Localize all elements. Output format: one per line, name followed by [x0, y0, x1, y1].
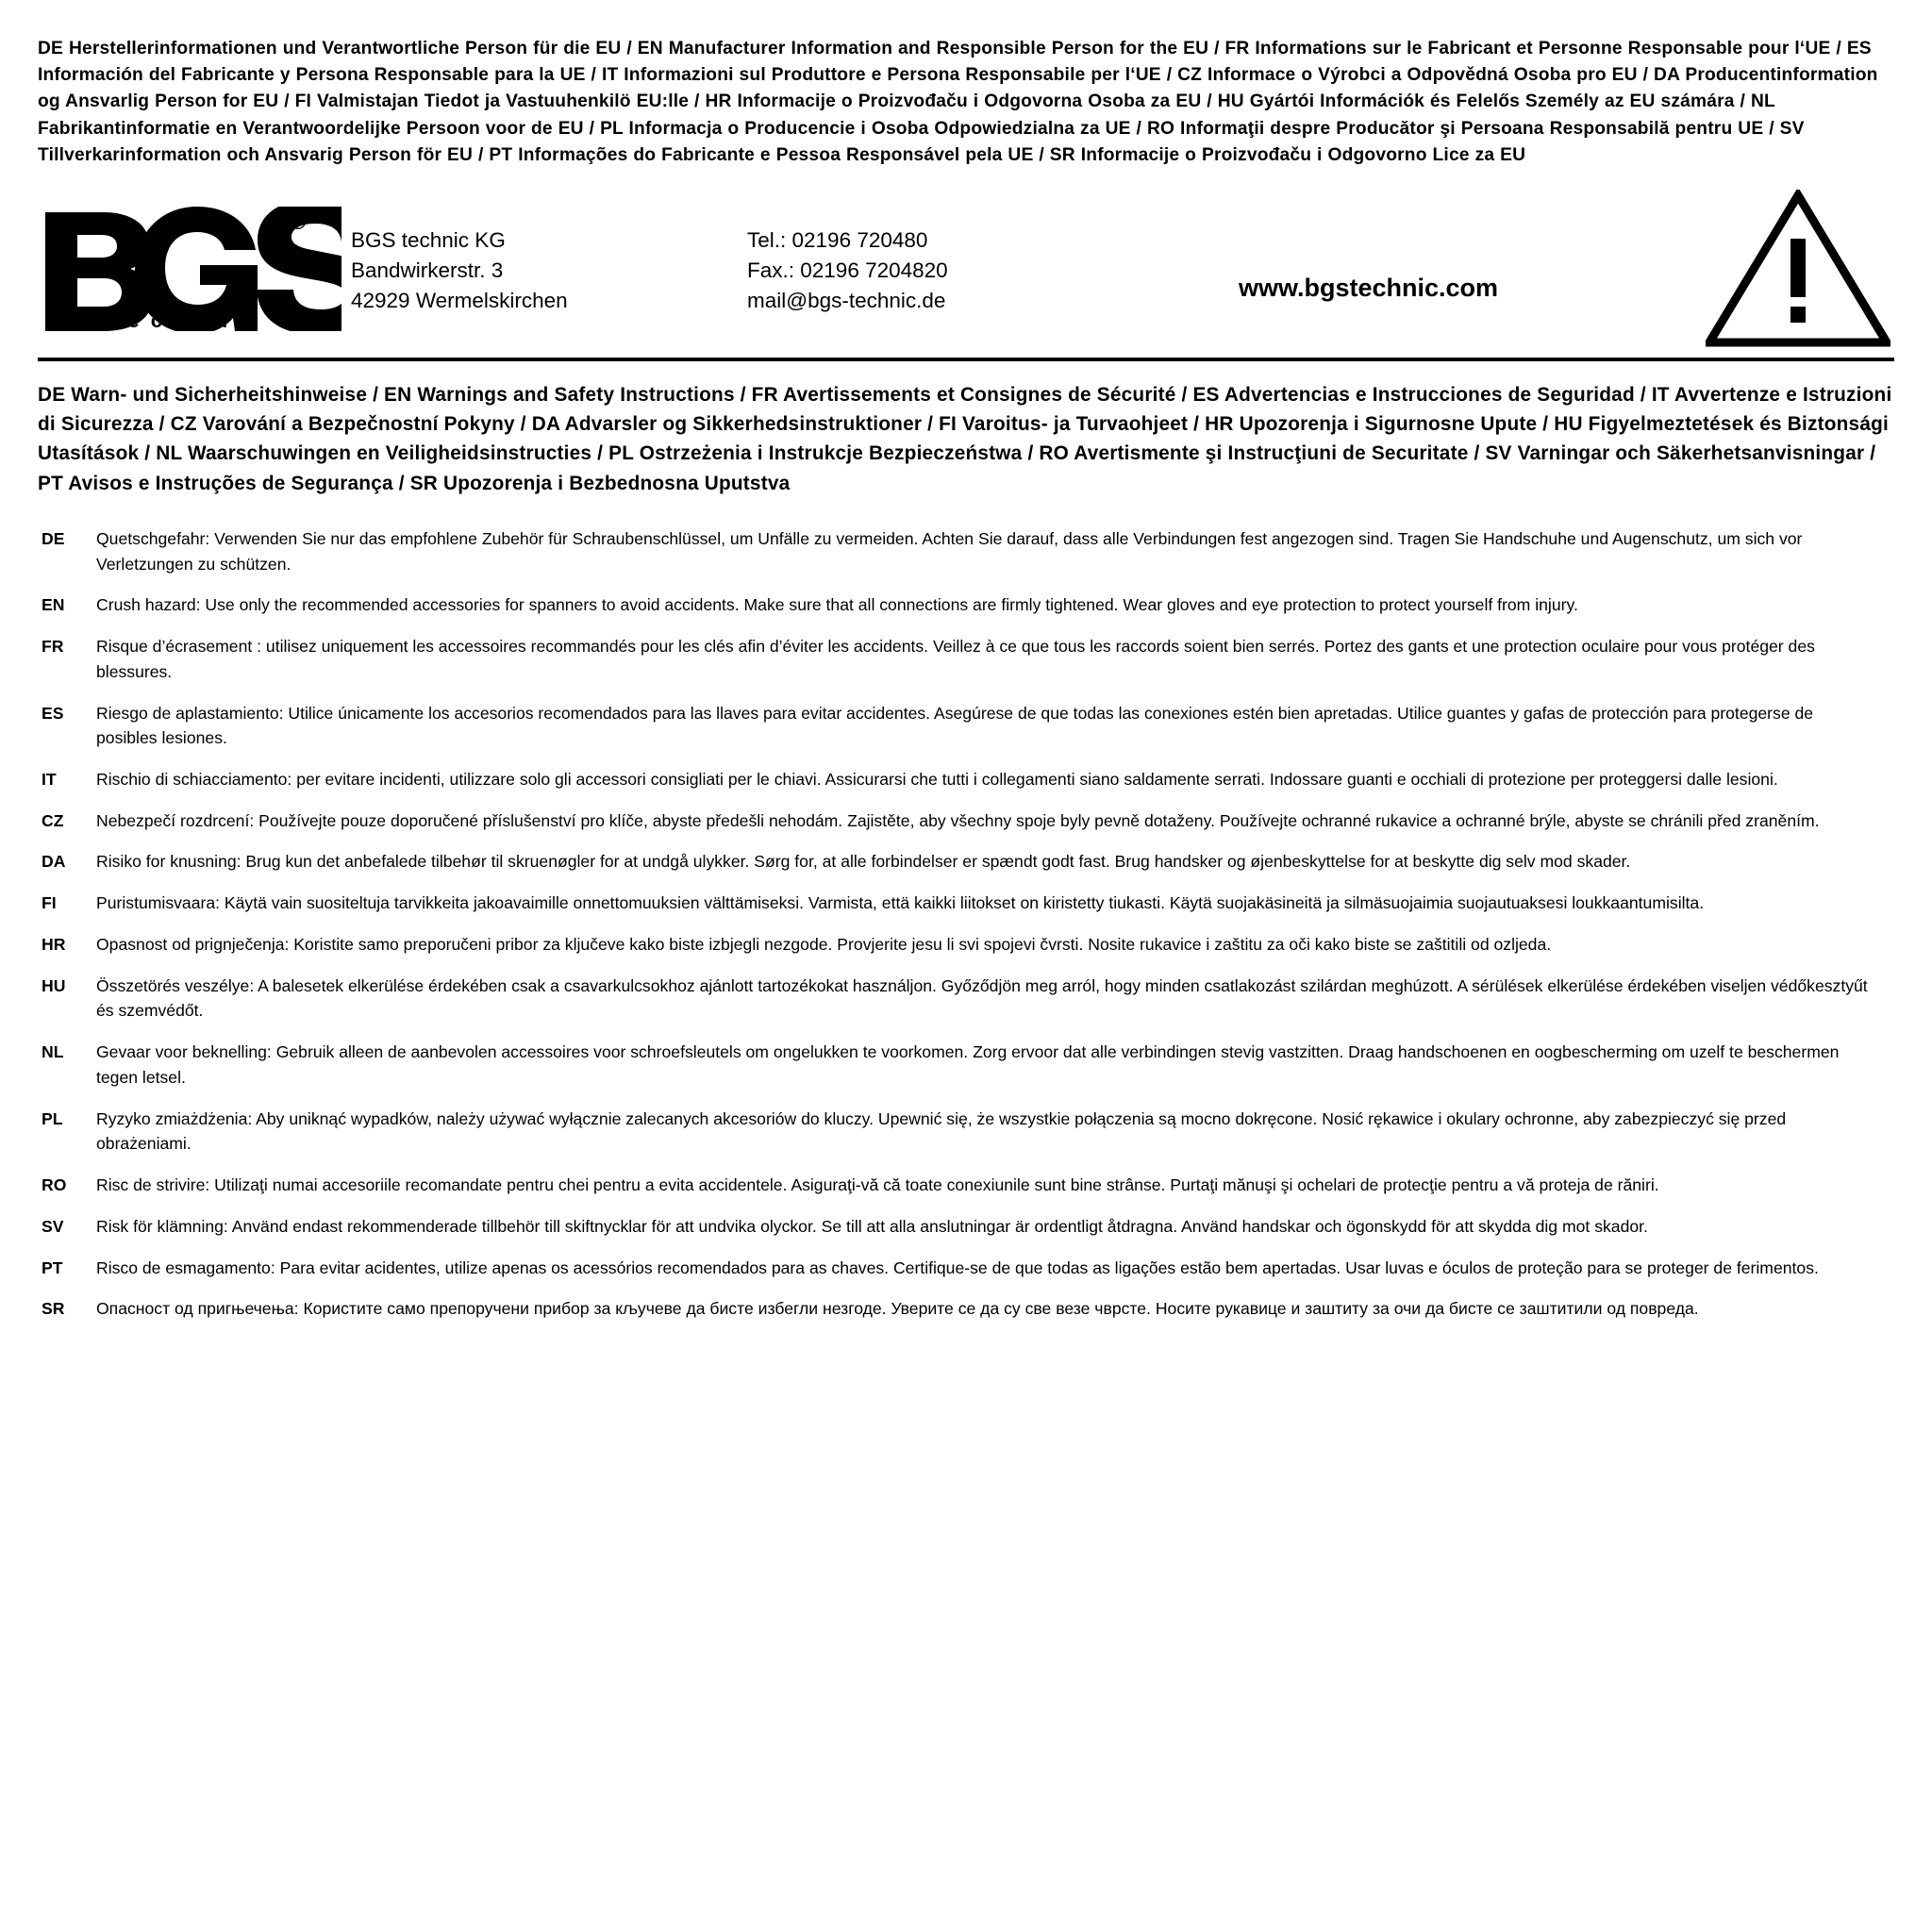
warnings-list	[38, 526, 1894, 1322]
language-code: DE	[42, 528, 65, 548]
language-code: RO	[42, 1175, 67, 1195]
list-item	[38, 1107, 1894, 1157]
company-website[interactable]: www.bgstechnic.com	[1238, 273, 1499, 302]
warning-text: Rischio di schiacciamento: per evitare incidenti, utilizzare solo gli accessori consigliati per le chiavi. Assicurarsi che tutti i collegamenti siano saldamente serrati. Indossare guanti e occhiali di protezione per proteggersi dalle lesioni.	[96, 769, 1778, 789]
warning-text: Opasnost od prignječenja: Koristite samo preporučeni pribor za ključeve kako biste izbjegli nezgode. Provjerite jesu li svi spojevi čvrsti. Nosite rukavice i zaštitu za oči kako biste se zaštitili od ozljeda.	[96, 934, 1552, 954]
bgs-logo-svg	[40, 207, 341, 331]
warning-text: Riesgo de aplastamiento: Utilice únicamente los accesorios recomendados para las llaves para evitar accidentes. Asegúrese de que todas las conexiones estén bien apretadas. Utilice guantes y gafas de protección para protegerse de posibles lesiones.	[96, 703, 1814, 748]
language-code: DA	[42, 852, 66, 872]
language-code: IT	[42, 769, 57, 789]
warning-text: Quetschgefahr: Verwenden Sie nur das empfohlene Zubehör für Schraubenschlüssel, um Unfälle zu vermeiden. Achten Sie darauf, dass alle Verbindungen fest angezogen sind. Tragen Sie Handschuhe und Augenschutz, um sich vor Verletzungen zu schützen.	[96, 528, 1803, 574]
list-item	[38, 974, 1894, 1024]
list-item	[38, 1040, 1894, 1090]
warnings-safety-heading: DE Warn- und Sicherheitshinweise / EN Warnings and Safety Instructions / FR Avertissements et Consignes de Sécurité / ES Advertencias e Instrucciones de Seguridad / IT Avvertenze e Istruzioni di Sicurezza / CZ Varování a Bezpečnostní Pokyny / DA Advarsler og Sikkerhedsinstruktioner / FI Varoitus- ja Turvaohjeet / HR Upozorenja i Sigurnosne Upute / HU Figyelmeztetések és Biztonsági Utasítások / NL Waarschuwingen en Veiligheidsinstructies / PL Ostrzeżenia i Instrukcje Bezpieczeństwa / RO Avertismente şi Instrucţiuni de Securitate / SV Varningar och Säkerhetsanvisningar / PT Avisos e Instruções de Segurança / SR Upozorenja i Bezbednosna Uputstva	[38, 384, 1892, 494]
language-code: NL	[42, 1042, 64, 1062]
warning-text: Risque d’écrasement : utilisez uniquement les accessoires recommandés pour les clés afin d’éviter les accidents. Veillez à ce que tous les raccords soient bien serrés. Portez des gants et une protection oculaire pour vous protéger des blessures.	[96, 637, 1815, 681]
list-item	[38, 526, 1894, 576]
list-item	[38, 1256, 1894, 1281]
company-information-row	[38, 190, 1894, 356]
language-code: PL	[42, 1108, 63, 1128]
language-code: FI	[42, 893, 57, 913]
warning-text: Puristumisvaara: Käytä vain suositeltuja tarvikkeita jakoavaimille onnettomuuksien välttämiseksi. Varmista, että kaikki liitokset on kiristetty tiukasti. Käytä suojakäsineitä ja silmäsuojaimia suojautuaksesi loukkaantumisilta.	[96, 893, 1705, 913]
list-item	[38, 849, 1894, 874]
company-contact	[747, 222, 1058, 316]
list-item	[38, 808, 1894, 834]
warning-text: Összetörés veszélye: A balesetek elkerülése érdekében csak a csavarkulcsokhoz ajánlott tartozékokat használjon. Győződjön meg arról, hogy minden csatlakozást szilárdan meghúzott. A sérülések elkerülése érdekében viseljen védőkesztyűt és szemvédőt.	[96, 975, 1868, 1021]
logo-registered-mark: ®	[290, 209, 307, 236]
company-city: 42929 Wermelskirchen	[351, 289, 568, 313]
header-divider	[38, 358, 1894, 361]
language-code: CZ	[42, 810, 64, 830]
language-code: HR	[42, 934, 66, 954]
warning-triangle-icon	[1706, 190, 1890, 348]
language-code: HU	[42, 975, 66, 995]
company-address	[351, 222, 747, 316]
list-item	[38, 701, 1894, 751]
company-name: BGS technic KG	[351, 228, 506, 253]
list-item	[38, 1214, 1894, 1240]
bgs-logo	[38, 207, 351, 331]
company-telephone: Tel.: 02196 720480	[747, 228, 928, 253]
list-item	[38, 1296, 1894, 1322]
manufacturer-information-heading: DE Herstellerinformationen und Verantwortliche Person für die EU / EN Manufacturer Information and Responsible Person for the EU / FR Informations sur le Fabricant et Personne Responsable pour l‘UE / ES Información del Fabricante y Persona Responsable para la UE / IT Informazioni sul Produttore e Persona Responsabile per l‘UE / CZ Informace o Výrobci a Odpovědná Osoba pro EU / DA Producentinformation og Ansvarlig Person for EU / FI Valmistajan Tiedot ja Vastuuhenkilö EU:lle / HR Informacije o Proizvođaču i Odgovorna Osoba za EU / HU Gyártói Információk és Felelős Személy az EU számára / NL Fabrikantinformatie en Verantwoordelijke Persoon voor de EU / PL Informacja o Producencie i Osoba Odpowiedzialna za UE / RO Informaţii despre Producător şi Persoana Responsabilă pentru UE / SV Tillverkarinformation och Ansvarig Person för EU / PT Informações do Fabricante e Pessoa Responsável pela UE / SR Informacije o Proizvođaču i Odgovorno Lice za EU	[38, 39, 1878, 165]
warning-text: Nebezpečí rozdrcení: Používejte pouze doporučené příslušenství pro klíče, abyste předešli nehodám. Zajistěte, aby všechny spoje byly pevně dotaženy. Používejte ochranné rukavice a ochranné brýle, abyste se chránili před zraněním.	[96, 810, 1820, 830]
warning-triangle-icon-container	[1688, 190, 1894, 348]
warning-text: Risco de esmagamento: Para evitar acidentes, utilize apenas os acessórios recomendados para as chaves. Certifique-se de que todas as ligações estão bem apertadas. Usar luvas e óculos de proteção para se proteger de ferimentos.	[96, 1257, 1819, 1277]
warning-text: Ryzyko zmiażdżenia: Aby uniknąć wypadków, należy używać wyłącznie zalecanych akcesoriów do kluczy. Upewnić się, że wszystkie połączenia są mocno dokręcone. Nosić rękawice i okulary ochronne, aby zabezpieczyć się przed obrażeniami.	[96, 1108, 1787, 1154]
logo-subtitle: t e c h n i c	[109, 308, 254, 332]
company-email[interactable]: mail@bgs-technic.de	[747, 289, 946, 313]
language-code: EN	[42, 595, 65, 615]
company-fax: Fax.: 02196 7204820	[747, 258, 948, 283]
list-item	[38, 891, 1894, 916]
language-code: PT	[42, 1257, 63, 1277]
warning-text: Risiko for knusning: Brug kun det anbefalede tilbehør til skruenøgler for at undgå ulykker. Sørg for, at alle forbindelser er spændt godt fast. Brug handsker og øjenbeskyttelse for at beskytte dig selv mod skader.	[96, 852, 1631, 872]
company-street: Bandwirkerstr. 3	[351, 258, 504, 283]
warning-text: Опасност од пригњечења: Користите само препоручени прибор за кључеве да бисте избегли незгоде. Уверите се да су све везе чврсте. Носите рукавице и заштиту за очи да бисте се заштитили од повреда.	[96, 1299, 1699, 1319]
warning-text: Risc de strivire: Utilizaţi numai accesoriile recomandate pentru chei pentru a evita accidentele. Asiguraţi-vă că toate conexiunile sunt bine strânse. Purtaţi mănuşi şi ochelari de protecţie pentru a vă proteja de răniri.	[96, 1175, 1659, 1195]
list-item	[38, 592, 1894, 618]
warning-text: Crush hazard: Use only the recommended accessories for spanners to avoid accidents. Make sure that all connections are firmly tightened. Wear gloves and eye protection to protect yourself from injury.	[96, 595, 1578, 615]
warning-text: Gevaar voor beknelling: Gebruik alleen de aanbevolen accessoires voor schroefsleutels om ongelukken te voorkomen. Zorg ervoor dat alle verbindingen stevig vastzitten. Draag handschoenen en oogbescherming om uzelf te beschermen tegen letsel.	[96, 1042, 1840, 1087]
language-code: SR	[42, 1299, 65, 1319]
language-code: SV	[42, 1216, 64, 1236]
list-item	[38, 932, 1894, 958]
language-code: ES	[42, 703, 64, 723]
language-code: FR	[42, 637, 64, 657]
list-item	[38, 767, 1894, 792]
warning-text: Risk för klämning: Använd endast rekommenderade tillbehör till skiftnycklar för att undvika olyckor. Se till att alla anslutningar är ordentligt åtdragna. Använd handskar och ögonskydd för att skydda dig mot skador.	[96, 1216, 1648, 1236]
list-item	[38, 1173, 1894, 1198]
list-item	[38, 634, 1894, 684]
